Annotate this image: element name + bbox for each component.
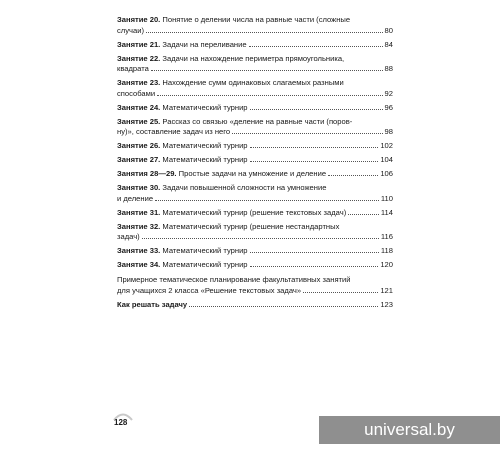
toc-entry-title-line2: и деление bbox=[117, 193, 154, 203]
toc-entry-page: 88 bbox=[384, 64, 393, 74]
dot-leader bbox=[155, 200, 379, 201]
dot-leader bbox=[249, 46, 383, 47]
toc-entry-title-line2: квадрата bbox=[117, 64, 149, 74]
toc-entry-title-line1 bbox=[117, 222, 393, 233]
toc-entry-label: Занятие 31. bbox=[117, 207, 161, 217]
toc-entry-label: Занятие 24. bbox=[117, 102, 161, 112]
page-number: 128 bbox=[114, 418, 128, 427]
watermark: universal.by bbox=[319, 416, 500, 444]
dot-leader bbox=[303, 292, 378, 293]
toc-entry bbox=[117, 15, 393, 36]
toc-entry bbox=[117, 183, 393, 204]
dot-leader bbox=[250, 161, 379, 162]
toc-entry-page: 84 bbox=[384, 39, 393, 49]
dot-leader bbox=[250, 252, 379, 253]
toc-entry-title: Задачи на нахождение периметра прямоугольника, bbox=[162, 53, 345, 63]
toc-entry-title-line2: случаи) bbox=[117, 25, 144, 35]
toc-entry bbox=[117, 169, 393, 180]
dot-leader bbox=[232, 133, 382, 134]
toc-entry-title: Математический турнир bbox=[162, 141, 248, 151]
dot-leader bbox=[151, 70, 383, 71]
toc-entry bbox=[117, 117, 393, 138]
toc-entry-page: 96 bbox=[384, 102, 393, 112]
toc-entry-page: 80 bbox=[384, 25, 393, 35]
toc-entry-label: Занятие 30. bbox=[117, 183, 161, 193]
toc-entry bbox=[117, 78, 393, 99]
toc-appendix-entry bbox=[117, 275, 393, 296]
table-of-contents bbox=[117, 15, 393, 310]
toc-appendix-line2: для учащихся 2 класса «Решение текстовых задач» bbox=[117, 285, 302, 295]
toc-entry-label: Занятие 26. bbox=[117, 141, 161, 151]
toc-entry-title-line1 bbox=[117, 54, 393, 65]
toc-entry bbox=[117, 246, 393, 257]
dot-leader bbox=[348, 214, 379, 215]
toc-entry-label: Занятие 21. bbox=[117, 39, 161, 49]
toc-entry-title-line bbox=[117, 141, 248, 152]
dot-leader bbox=[250, 109, 383, 110]
toc-entry-title-line bbox=[117, 155, 248, 166]
toc-entry-title: Математический турнир bbox=[162, 260, 248, 270]
toc-entry-title: Задачи повышенной сложности на умножение bbox=[162, 183, 327, 193]
dot-leader bbox=[142, 238, 379, 239]
toc-entry-label: Занятие 25. bbox=[117, 116, 161, 126]
toc-entry-title: Нахождение сумм одинаковых слагаемых разными bbox=[162, 78, 344, 88]
toc-entry bbox=[117, 208, 393, 219]
toc-entry-label: Занятие 22. bbox=[117, 53, 161, 63]
toc-entry-page: 110 bbox=[380, 193, 393, 203]
toc-entry-page: 118 bbox=[380, 246, 393, 256]
toc-entry-title: Математический турнир (решение нестандартных bbox=[162, 221, 340, 231]
toc-entry-title-line bbox=[117, 103, 248, 114]
toc-entry-title-line bbox=[117, 246, 248, 257]
toc-appendix-line1: Примерное тематическое планирование факультативных занятий bbox=[117, 274, 351, 284]
toc-entry bbox=[117, 260, 393, 271]
toc-entry-page: 92 bbox=[384, 88, 393, 98]
toc-entry-title-line1 bbox=[117, 78, 393, 89]
toc-entry-title: Простые задачи на умножение и деление bbox=[178, 169, 327, 179]
toc-entry-label: Занятие 20. bbox=[117, 15, 161, 24]
toc-entry-label: Занятие 23. bbox=[117, 78, 161, 88]
dot-leader bbox=[146, 32, 383, 33]
toc-entry-page: 102 bbox=[380, 141, 393, 151]
toc-final-page: 123 bbox=[380, 299, 393, 309]
toc-entry bbox=[117, 54, 393, 75]
toc-entry-title: Понятие о делении числа на равные части (сложные bbox=[162, 15, 351, 24]
toc-entry-page: 120 bbox=[380, 260, 393, 270]
dot-leader bbox=[250, 147, 379, 148]
toc-entry-page: 116 bbox=[380, 232, 393, 242]
dot-leader bbox=[189, 306, 378, 307]
toc-entry-title-line bbox=[117, 169, 326, 180]
toc-entry-title-line2: способами bbox=[117, 88, 156, 98]
toc-entry-label: Занятия 28—29. bbox=[117, 169, 177, 179]
toc-entry bbox=[117, 40, 393, 51]
toc-entry-title: Математический турнир (решение текстовых задач) bbox=[162, 207, 347, 217]
toc-entry bbox=[117, 222, 393, 243]
toc-entry-title: Рассказ со связью «деление на равные части (поров- bbox=[162, 116, 353, 126]
toc-entry-title-line2: ну)», составление задач из него bbox=[117, 127, 231, 137]
toc-entry-title-line2: задач) bbox=[117, 232, 140, 242]
toc-entry-page: 106 bbox=[380, 169, 393, 179]
toc-entry bbox=[117, 155, 393, 166]
toc-entry-title-line1 bbox=[117, 117, 393, 128]
dot-leader bbox=[250, 266, 379, 267]
toc-entry-title: Математический турнир bbox=[162, 155, 248, 165]
toc-entry-title-line bbox=[117, 40, 247, 51]
toc-entry-title: Математический турнир bbox=[162, 246, 248, 256]
toc-entry-title: Задачи на переливание bbox=[162, 39, 247, 49]
dot-leader bbox=[328, 175, 378, 176]
toc-final-entry bbox=[117, 300, 393, 311]
toc-entry bbox=[117, 141, 393, 152]
toc-entry-title-line1 bbox=[117, 183, 393, 194]
toc-entry-title-line bbox=[117, 208, 346, 219]
toc-entry-label: Занятие 34. bbox=[117, 260, 161, 270]
toc-entry-title: Математический турнир bbox=[162, 102, 248, 112]
toc-entry-label: Занятие 33. bbox=[117, 246, 161, 256]
toc-entry-label: Занятие 27. bbox=[117, 155, 161, 165]
toc-appendix-page: 121 bbox=[380, 285, 393, 295]
toc-entry-title-line bbox=[117, 260, 248, 271]
toc-entry-title-line1 bbox=[117, 15, 393, 26]
toc-entry-page: 104 bbox=[380, 155, 393, 165]
toc-entry-page: 98 bbox=[384, 127, 393, 137]
toc-entry-label: Занятие 32. bbox=[117, 221, 161, 231]
toc-final-label: Как решать задачу bbox=[117, 299, 188, 309]
toc-entry bbox=[117, 103, 393, 114]
dot-leader bbox=[157, 95, 382, 96]
toc-entry-page: 114 bbox=[380, 207, 393, 217]
